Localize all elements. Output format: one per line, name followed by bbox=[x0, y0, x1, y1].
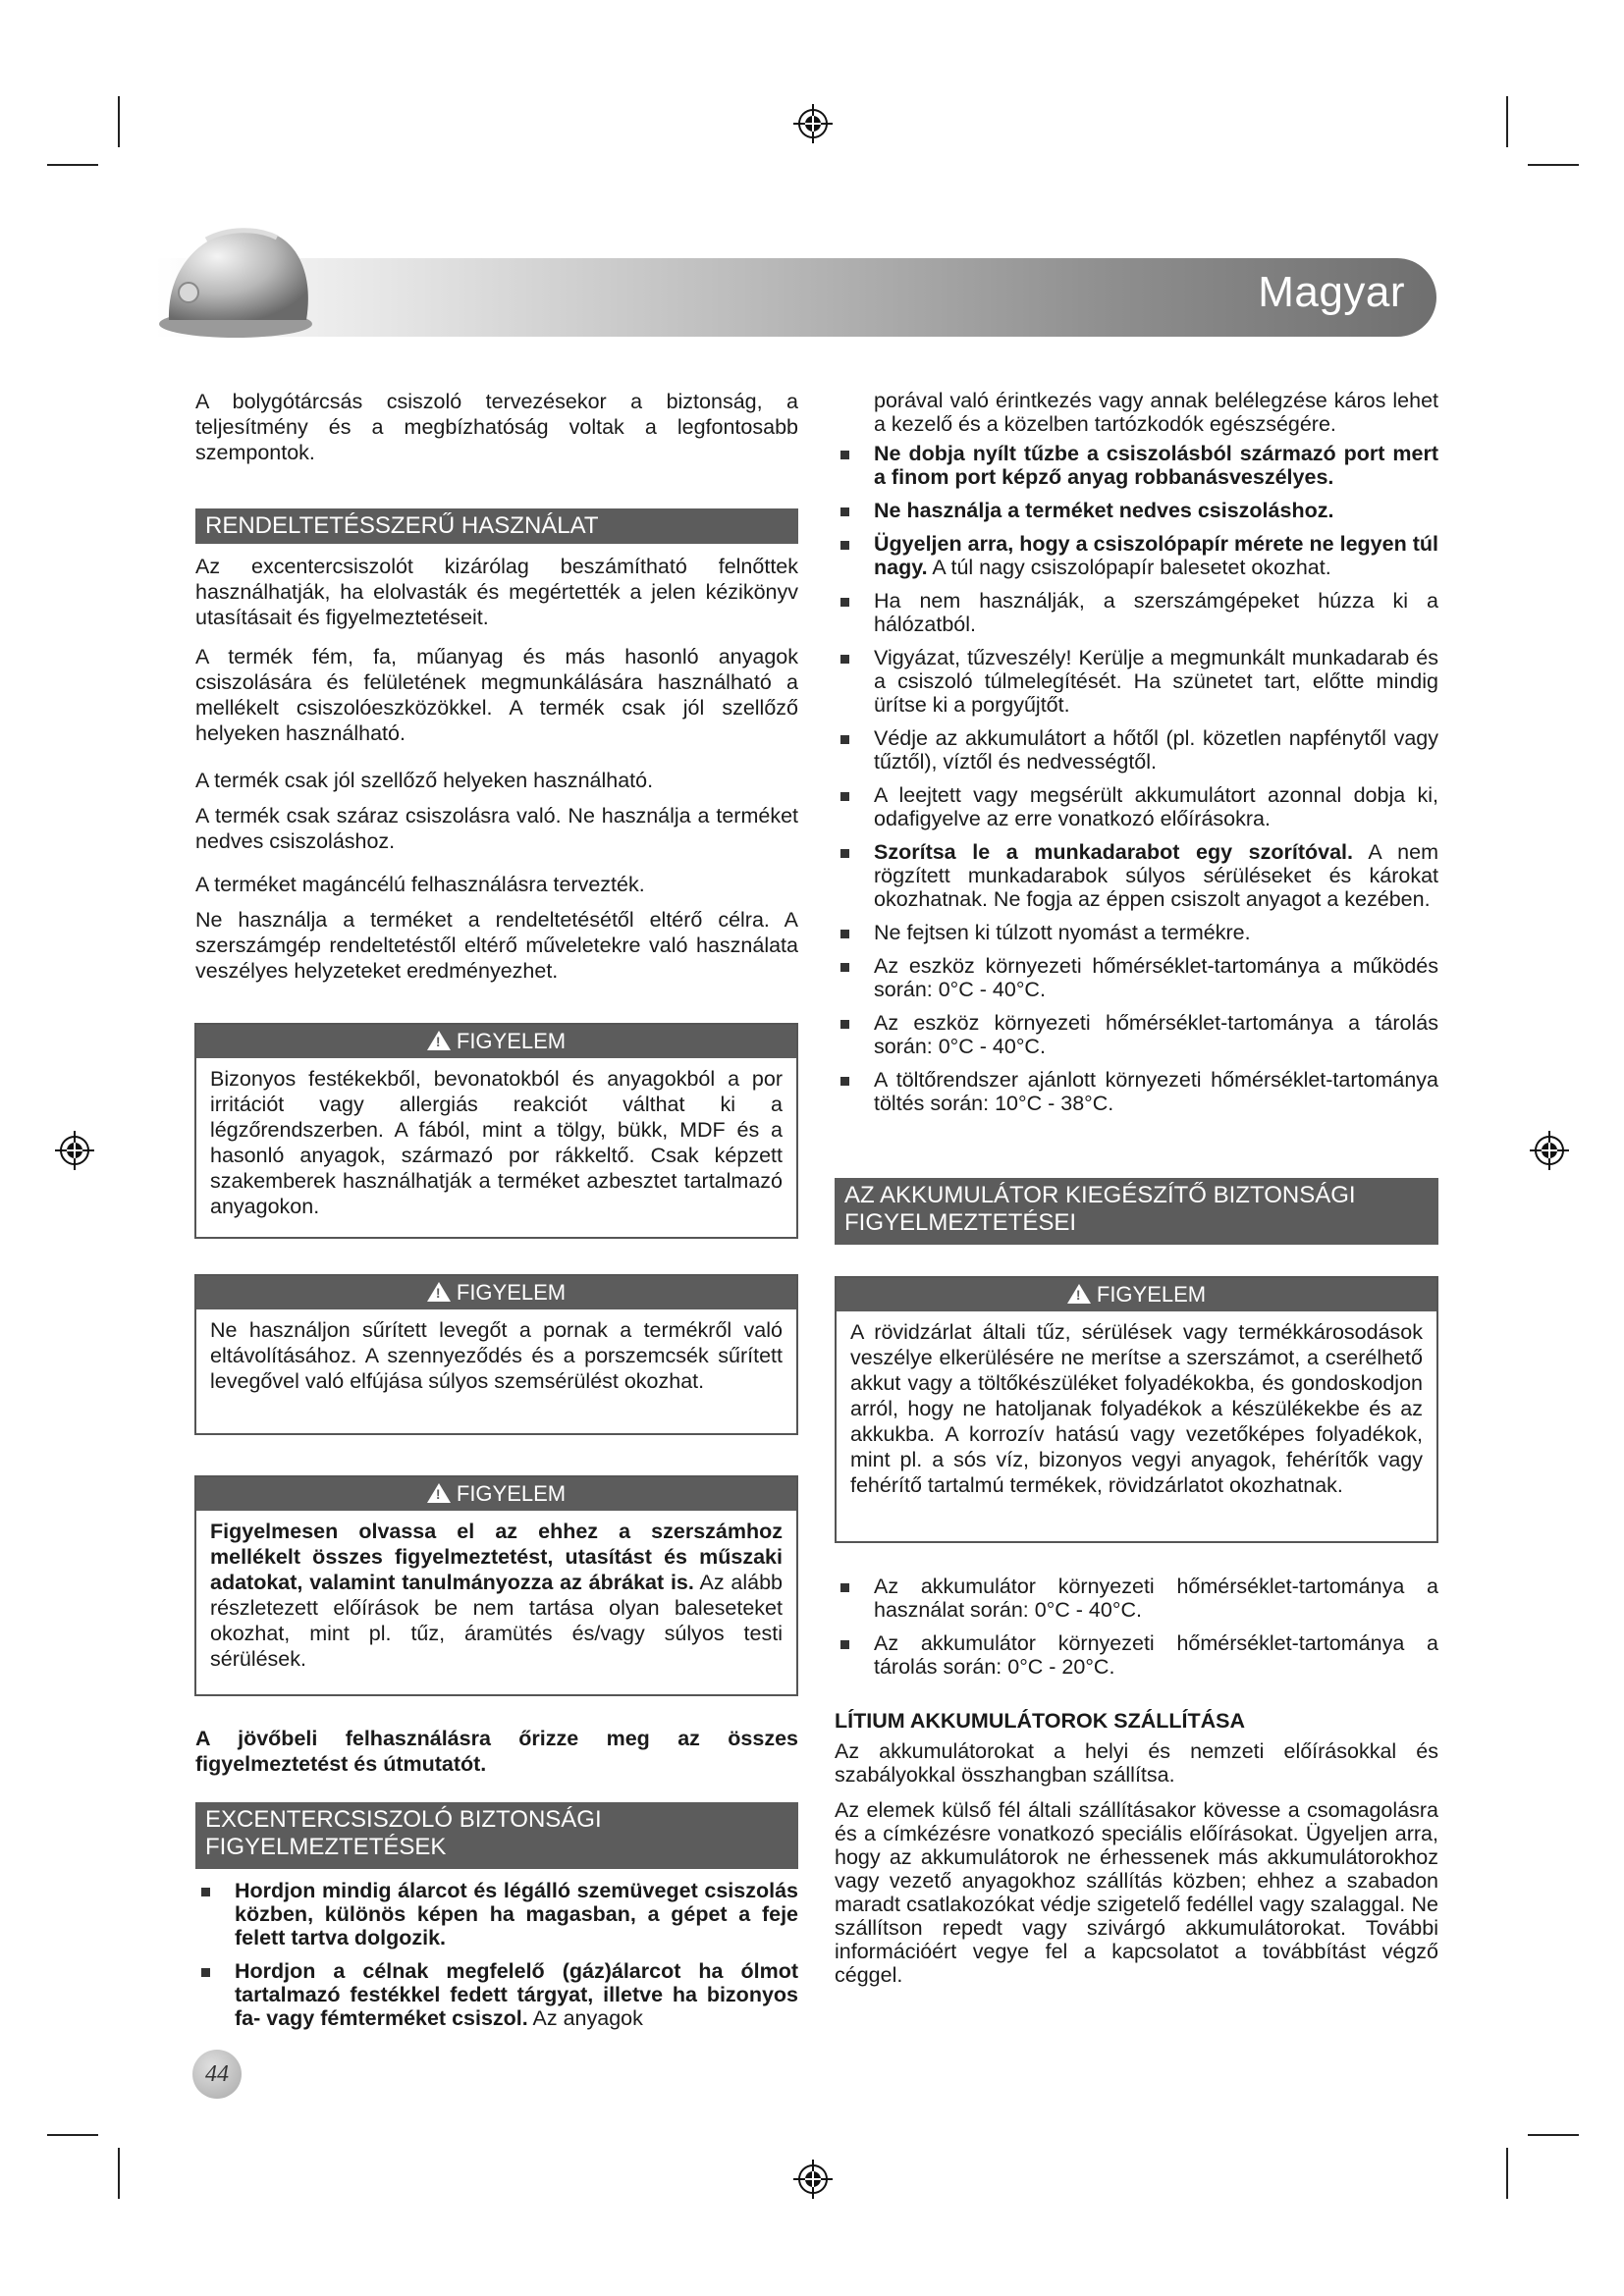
list-item: Az eszköz környezeti hőmérséklet-tartománya a működés során: 0°C - 40°C. bbox=[835, 954, 1438, 1001]
registration-mark-icon bbox=[53, 1129, 96, 1172]
warning-triangle-icon bbox=[427, 1282, 451, 1302]
warning-text: Az alább részletezett előírások be nem tartása olyan baleseteket okozhat, mint pl. tűz, áramütés és/vagy súlyos testi sérülések. bbox=[210, 1571, 783, 1671]
crop-mark bbox=[118, 96, 120, 147]
intended-use-paragraph: A termék fém, fa, műanyag és más hasonló anyagok csiszolására és felületének megmunkálására használható a mellékelt csiszolóeszközökkel. A termék csak jól szellőző helyeken használható. bbox=[195, 645, 798, 745]
warning-text: Ne használjon sűrített levegőt a pornak a termékről való eltávolításához. A szennyeződés és a porszemcsék sűrített levegővel való elfújása súlyos szemsérülést okozhat. bbox=[210, 1318, 783, 1393]
warning-text: Bizonyos festékekből, bevonatokból és anyagokból a por irritációt vagy allergiás reakciót válthat ki a légzőrendszerben. A fából, mint a tölgy, bükk, MDF és a hasonló anyagok, származó por rákkeltő. Csak képzett szakemberek használhatják a terméket azbesztet tartalmazó anyagokon. bbox=[210, 1067, 783, 1218]
sander-safety-list bbox=[195, 1879, 798, 2040]
registration-mark-icon bbox=[791, 102, 835, 145]
list-item: Védje az akkumulátort a hőtől (pl. közetlen napfénytől vagy tűztől), víztől és nedvességtől. bbox=[835, 726, 1438, 774]
intended-use-title: RENDELTETÉSSZERŰ HASZNÁLAT bbox=[195, 508, 798, 544]
crop-mark bbox=[1506, 2148, 1508, 2199]
transport-paragraph: Az elemek külső fél általi szállításakor kövesse a csomagolásra és a címkézésre vonatkozó speciális előírásokat. Ügyeljen arra, hogy az akkumulátorok ne érhessenek más akkumulátorokhoz vagy vezető anyagokhoz szállítás közben; ehhez a szabadon maradt csatlakozókat védje szigetelő fedéllel vagy szalaggal. Ne szállítson repedt vagy szivárgó akkumulátorokat. További információért vegye fel a kapcsolatot a továbbítást végző céggel. bbox=[835, 1798, 1438, 1987]
warning-bold-text: Figyelmesen olvassa el az ehhez a szerszámhoz mellékelt összes figyelmeztetést, utasítást és műszaki adatokat, valamint tanulmányozza az ábrákat is. bbox=[210, 1520, 783, 1594]
registration-mark-icon bbox=[791, 2158, 835, 2201]
list-item: Hordjon a célnak megfelelő (gáz)álarcot ha ólmot tartalmazó festékkel fedett tárgyat, illetve ha bizonyos fa- vagy fémterméket csiszol. Az anyagok bbox=[195, 1959, 798, 2030]
safety-list bbox=[835, 442, 1438, 1125]
list-item: Hordjon mindig álarcot és légálló szemüveget csiszolás közben, különös képen ha magasban, a gépet a feje felett tartva dolgozik. bbox=[195, 1879, 798, 1949]
warning-triangle-icon bbox=[427, 1031, 451, 1050]
page-number: 44 bbox=[192, 2050, 242, 2099]
warning-box-header bbox=[837, 1278, 1436, 1311]
warning-title: FIGYELEM bbox=[456, 1481, 567, 1506]
safety-helmet-icon bbox=[149, 214, 316, 342]
crop-mark bbox=[47, 2134, 98, 2136]
crop-mark bbox=[1528, 164, 1579, 166]
warning-body bbox=[196, 1511, 796, 1680]
list-item: Ügyeljen arra, hogy a csiszolópapír mérete ne legyen túl nagy. A túl nagy csiszolópapír balesetet okozhat. bbox=[835, 532, 1438, 579]
warning-title: FIGYELEM bbox=[456, 1280, 567, 1305]
warning-title: FIGYELEM bbox=[456, 1029, 567, 1053]
warning-triangle-icon bbox=[427, 1483, 451, 1503]
warning-text: A rövidzárlat általi tűz, sérülések vagy termékkárosodások veszélye elkerülésére ne merítse a szerszámot, a cserélhető akkut vagy a töltőkészüléket folyadékokba, és gondoskodjon arról, hogy ne hatoljanak folyadékok a készülékekbe és az akkukba. A korrozív hatású vagy vezetőképes folyadékok, mint pl. a sós víz, bizonyos vegyi anyagok, fehérítők vagy fehérítő tartalmú termékek, rövidzárlatot okozhatnak. bbox=[850, 1320, 1423, 1497]
list-item: A töltőrendszer ajánlott környezeti hőmérséklet-tartománya töltés során: 10°C - 38°C. bbox=[835, 1068, 1438, 1115]
crop-mark bbox=[118, 2148, 120, 2199]
intended-use-paragraph: Az excentercsiszolót kizárólag beszámítható felnőttek használhatják, ha elolvasták és megértették a jelen kézikönyv utasításait és figyelmeztetéseit. bbox=[195, 555, 798, 629]
intended-use-paragraph: A termék csak jól szellőző helyeken használható. bbox=[195, 769, 654, 792]
intended-use-paragraph: A terméket magáncélú felhasználásra tervezték. bbox=[195, 873, 645, 896]
intended-use-paragraph: Ne használja a terméket a rendeltetésétől eltérő célra. A szerszámgép rendeltetéstől eltérő műveletekre való használata veszélyes helyzeteket eredményezhet. bbox=[195, 908, 798, 983]
list-item: Ne fejtsen ki túlzott nyomást a termékre. bbox=[835, 921, 1438, 944]
keep-instructions-notice: A jövőbeli felhasználásra őrizze meg az összes figyelmeztetést és útmutatót. bbox=[195, 1727, 798, 1776]
warning-box bbox=[194, 1274, 798, 1435]
warning-box-header bbox=[196, 1276, 796, 1309]
list-item: Vigyázat, tűzveszély! Kerülje a megmunkált munkadarab és a csiszoló túlmelegítését. Ha szünetet tart, előtte mindig ürítse ki a porgyűjtőt. bbox=[835, 646, 1438, 717]
crop-mark bbox=[47, 164, 98, 166]
language-label: Magyar bbox=[1258, 268, 1405, 316]
warning-box bbox=[835, 1276, 1438, 1543]
list-item: Szorítsa le a munkadarabot egy szorítóval. A nem rögzített munkadarabok súlyos sérüléseket és károkat okozhatnak. Ne fogja az éppen csiszolt anyagot a kezében. bbox=[835, 840, 1438, 911]
header-band bbox=[155, 258, 1436, 337]
warning-box-header bbox=[196, 1477, 796, 1511]
warning-box-header bbox=[196, 1025, 796, 1058]
intro-paragraph: A bolygótárcsás csiszoló tervezésekor a biztonság, a teljesítmény és a megbízhatóság voltak a legfontosabb szempontok. bbox=[195, 390, 798, 464]
battery-temp-list bbox=[835, 1575, 1438, 1688]
list-item: Az akkumulátor környezeti hőmérséklet-tartománya a használat során: 0°C - 40°C. bbox=[835, 1575, 1438, 1622]
crop-mark bbox=[1506, 96, 1508, 147]
list-item: Az akkumulátor környezeti hőmérséklet-tartománya a tárolás során: 0°C - 20°C. bbox=[835, 1631, 1438, 1679]
warning-box bbox=[194, 1023, 798, 1239]
warning-box bbox=[194, 1475, 798, 1696]
warning-triangle-icon bbox=[1067, 1284, 1091, 1304]
list-item: Ne használja a terméket nedves csiszoláshoz. bbox=[835, 499, 1438, 522]
crop-mark bbox=[1528, 2134, 1579, 2136]
continuation-paragraph: porával való érintkezés vagy annak belélegzése káros lehet a kezelő és a közelben tartózkodók egészségére. bbox=[874, 389, 1438, 436]
registration-mark-icon bbox=[1528, 1129, 1571, 1172]
intended-use-paragraph: A termék csak száraz csiszolásra való. Ne használja a terméket nedves csiszoláshoz. bbox=[195, 804, 798, 853]
transport-title: LÍTIUM AKKUMULÁTOROK SZÁLLÍTÁSA bbox=[835, 1709, 1246, 1733]
sander-safety-title: EXCENTERCSISZOLÓ BIZTONSÁGI FIGYELMEZTETÉSEK bbox=[195, 1802, 798, 1869]
list-item: Ne dobja nyílt tűzbe a csiszolásból származó port mert a finom port képző anyag robbanásveszélyes. bbox=[835, 442, 1438, 489]
transport-paragraph: Az akkumulátorokat a helyi és nemzeti előírásokkal és szabályokkal összhangban szállítsa. bbox=[835, 1739, 1438, 1787]
warning-title: FIGYELEM bbox=[1096, 1282, 1207, 1307]
list-item: Ha nem használják, a szerszámgépeket húzza ki a hálózatból. bbox=[835, 589, 1438, 636]
list-item: A leejtett vagy megsérült akkumulátort azonnal dobja ki, odafigyelve az erre vonatkozó előírásokra. bbox=[835, 783, 1438, 830]
list-item: Az eszköz környezeti hőmérséklet-tartománya a tárolás során: 0°C - 40°C. bbox=[835, 1011, 1438, 1058]
battery-safety-title: AZ AKKUMULÁTOR KIEGÉSZÍTŐ BIZTONSÁGI FIGYELMEZTETÉSEI bbox=[835, 1178, 1438, 1245]
